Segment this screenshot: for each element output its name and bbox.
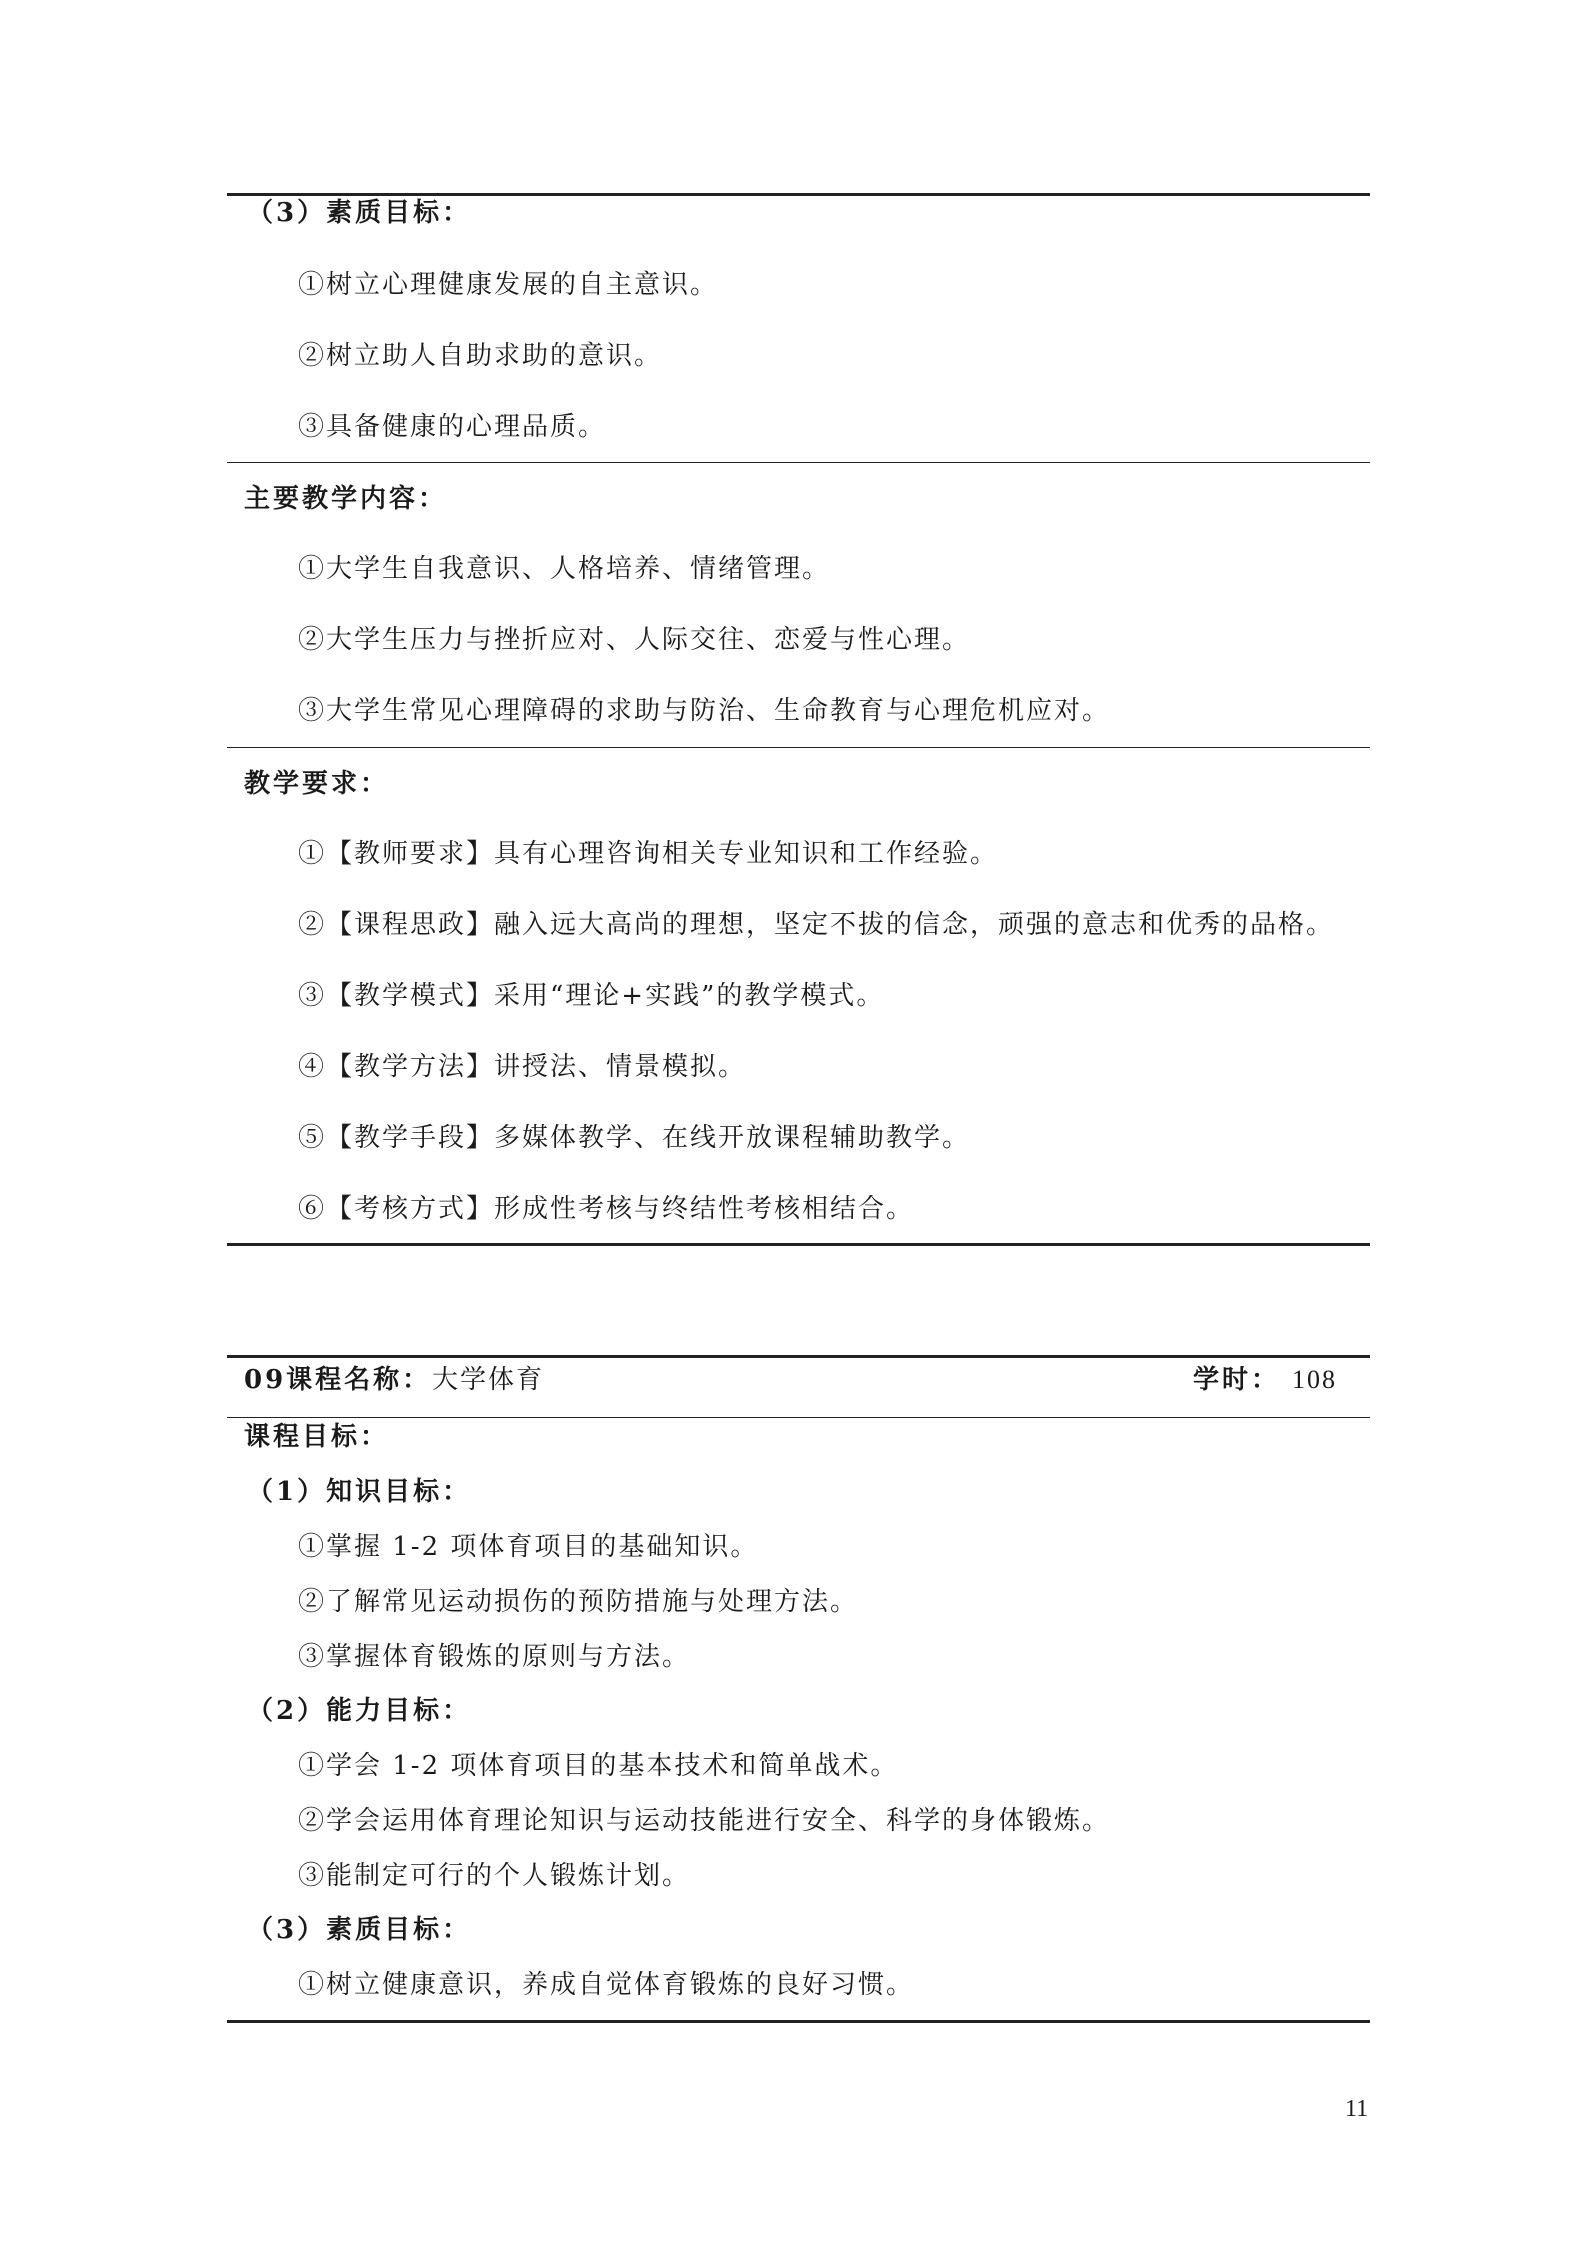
requirement-item-6: ⑥【考核方式】形成性考核与终结性考核相结合。 bbox=[298, 1194, 915, 1224]
requirement-item-5: ⑤【教学手段】多媒体教学、在线开放课程辅助教学。 bbox=[298, 1123, 971, 1153]
ability-item-2: ②学会运用体育理论知识与运动技能进行安全、科学的身体锻炼。 bbox=[298, 1806, 1111, 1836]
knowledge-item-1: ①掌握 1-2 项体育项目的基础知识。 bbox=[298, 1532, 759, 1562]
content-item-1: ①大学生自我意识、人格培养、情绪管理。 bbox=[298, 554, 831, 584]
section-divider bbox=[227, 1417, 1370, 1418]
section-divider bbox=[227, 462, 1370, 463]
quality-heading: （3）素质目标： bbox=[247, 1915, 472, 1945]
quality-item-1: ①树立心理健康发展的自主意识。 bbox=[298, 270, 719, 300]
knowledge-item-3: ③掌握体育锻炼的原则与方法。 bbox=[298, 1642, 691, 1672]
quality-item-2: ②树立助人自助求助的意识。 bbox=[298, 341, 663, 371]
content-item-3: ③大学生常见心理障碍的求助与防治、生命教育与心理危机应对。 bbox=[298, 696, 1111, 726]
bottom-rule bbox=[227, 1243, 1370, 1246]
course-name-label: 09课程名称： bbox=[244, 1365, 432, 1395]
ability-item-3: ③能制定可行的个人锻炼计划。 bbox=[298, 1861, 691, 1891]
course-hours-label: 学时： bbox=[1193, 1365, 1281, 1395]
requirement-item-2: ②【课程思政】融入远大高尚的理想，坚定不拔的信念，顽强的意志和优秀的品格。 bbox=[298, 910, 1335, 940]
bottom-rule bbox=[227, 2020, 1370, 2023]
knowledge-heading: （1）知识目标： bbox=[247, 1477, 472, 1507]
top-rule bbox=[227, 1355, 1370, 1358]
content-item-2: ②大学生压力与挫折应对、人际交往、恋爱与性心理。 bbox=[298, 625, 971, 655]
requirement-item-1: ①【教师要求】具有心理咨询相关专业知识和工作经验。 bbox=[298, 839, 999, 869]
requirements-heading: 教学要求： bbox=[244, 769, 390, 799]
course-name-value: 大学体育 bbox=[432, 1365, 545, 1395]
requirement-item-3: ③【教学模式】采用“理论+实践”的教学模式。 bbox=[298, 981, 885, 1011]
course-hours-value: 108 bbox=[1292, 1365, 1337, 1394]
quality-item-3: ③具备健康的心理品质。 bbox=[298, 412, 607, 442]
ability-heading: （2）能力目标： bbox=[247, 1696, 472, 1726]
objectives-heading: 课程目标： bbox=[244, 1422, 390, 1452]
quality-heading: （3）素质目标： bbox=[247, 198, 472, 228]
requirement-item-4: ④【教学方法】讲授法、情景模拟。 bbox=[298, 1052, 747, 1082]
quality-item-1: ①树立健康意识，养成自觉体育锻炼的良好习惯。 bbox=[298, 1970, 915, 2000]
ability-item-1: ①学会 1-2 项体育项目的基本技术和简单战术。 bbox=[298, 1751, 899, 1781]
section-divider bbox=[227, 747, 1370, 748]
knowledge-item-2: ②了解常见运动损伤的预防措施与处理方法。 bbox=[298, 1587, 859, 1617]
content-heading: 主要教学内容： bbox=[244, 484, 448, 514]
page-number: 11 bbox=[1345, 2096, 1369, 2122]
